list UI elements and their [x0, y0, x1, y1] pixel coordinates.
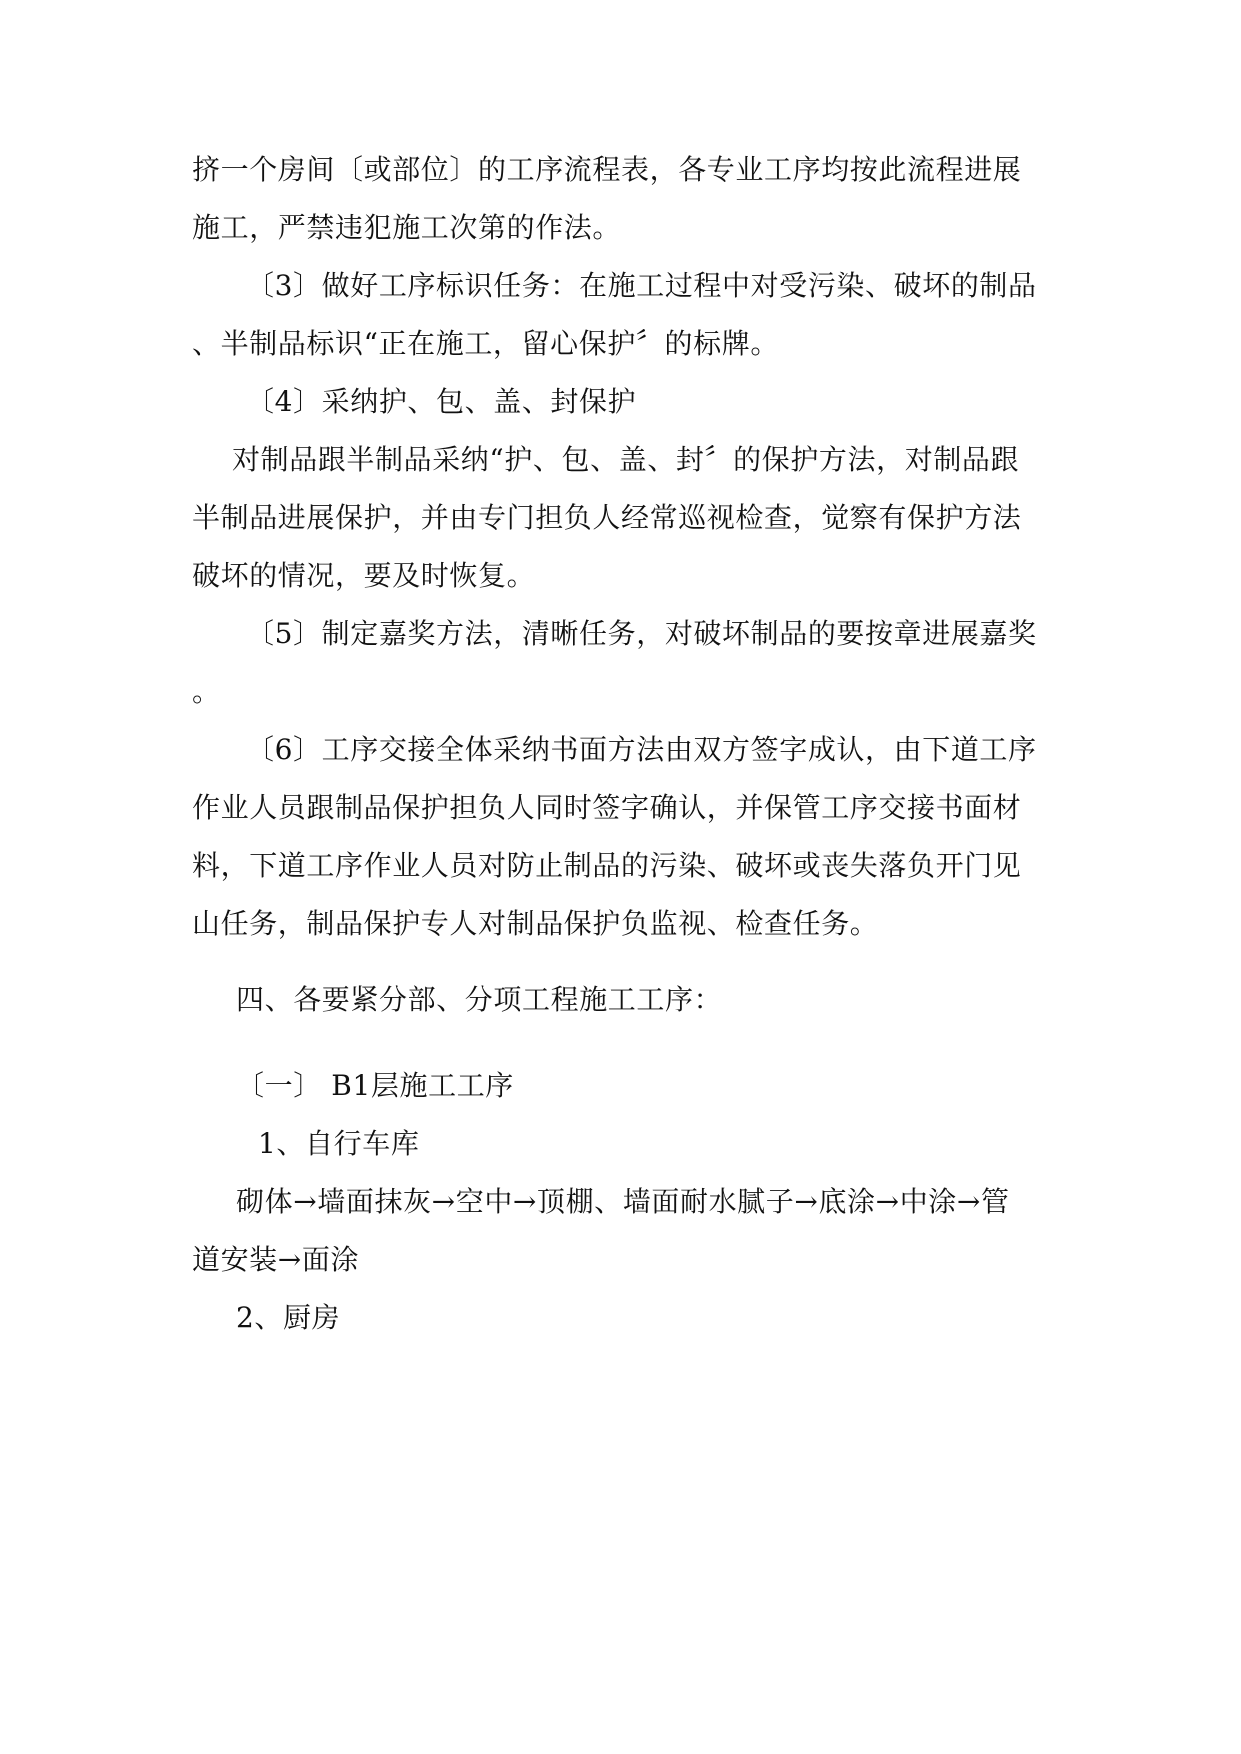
- paragraph-line: 〔4〕采纳护、包、盖、封保护: [246, 385, 637, 418]
- paragraph-line: 〔3〕做好工序标识任务：在施工过程中对受污染、破坏的制品: [246, 269, 1037, 302]
- paragraph-line: 施工，严禁违犯施工次第的作法。: [192, 211, 622, 244]
- item-heading: 1、自行车库: [258, 1127, 420, 1160]
- paragraph-line: 〔5〕制定嘉奖方法，清晰任务，对破坏制品的要按章进展嘉奖: [246, 617, 1037, 650]
- paragraph-line: 道安装→面涂: [192, 1243, 360, 1276]
- paragraph-line: 作业人员跟制品保护担负人同时签字确认，并保管工序交接书面材: [192, 791, 1022, 824]
- subsection-heading: 〔一〕 B1层施工工序: [236, 1069, 514, 1102]
- paragraph-line: 。: [192, 675, 221, 708]
- paragraph-line: 挤一个房间〔或部位〕的工序流程表，各专业工序均按此流程进展: [192, 153, 1022, 186]
- paragraph-line: 料，下道工序作业人员对防止制品的污染、破坏或丧失落负开门见: [192, 849, 1022, 882]
- paragraph-line: 砌体→墙面抹灰→空中→顶棚、墙面耐水腻子→底涂→中涂→管: [236, 1185, 1010, 1218]
- paragraph-line: 、半制品标识“正在施工，留心保护〞的标牌。: [192, 327, 779, 360]
- paragraph-line: 〔6〕工序交接全体采纳书面方法由双方签字成认，由下道工序: [246, 733, 1037, 766]
- item-heading: 2、厨房: [236, 1301, 341, 1334]
- paragraph-line: 山任务，制品保护专人对制品保护负监视、检查任务。: [192, 907, 879, 940]
- paragraph-line: 对制品跟半制品采纳“护、包、盖、封〞的保护方法，对制品跟: [232, 443, 1020, 476]
- section-heading: 四、各要紧分部、分项工程施工工序：: [236, 983, 723, 1016]
- paragraph-line: 半制品进展保护，并由专门担负人经常巡视检查，觉察有保护方法: [192, 501, 1022, 534]
- paragraph-line: 破坏的情况，要及时恢复。: [192, 559, 536, 592]
